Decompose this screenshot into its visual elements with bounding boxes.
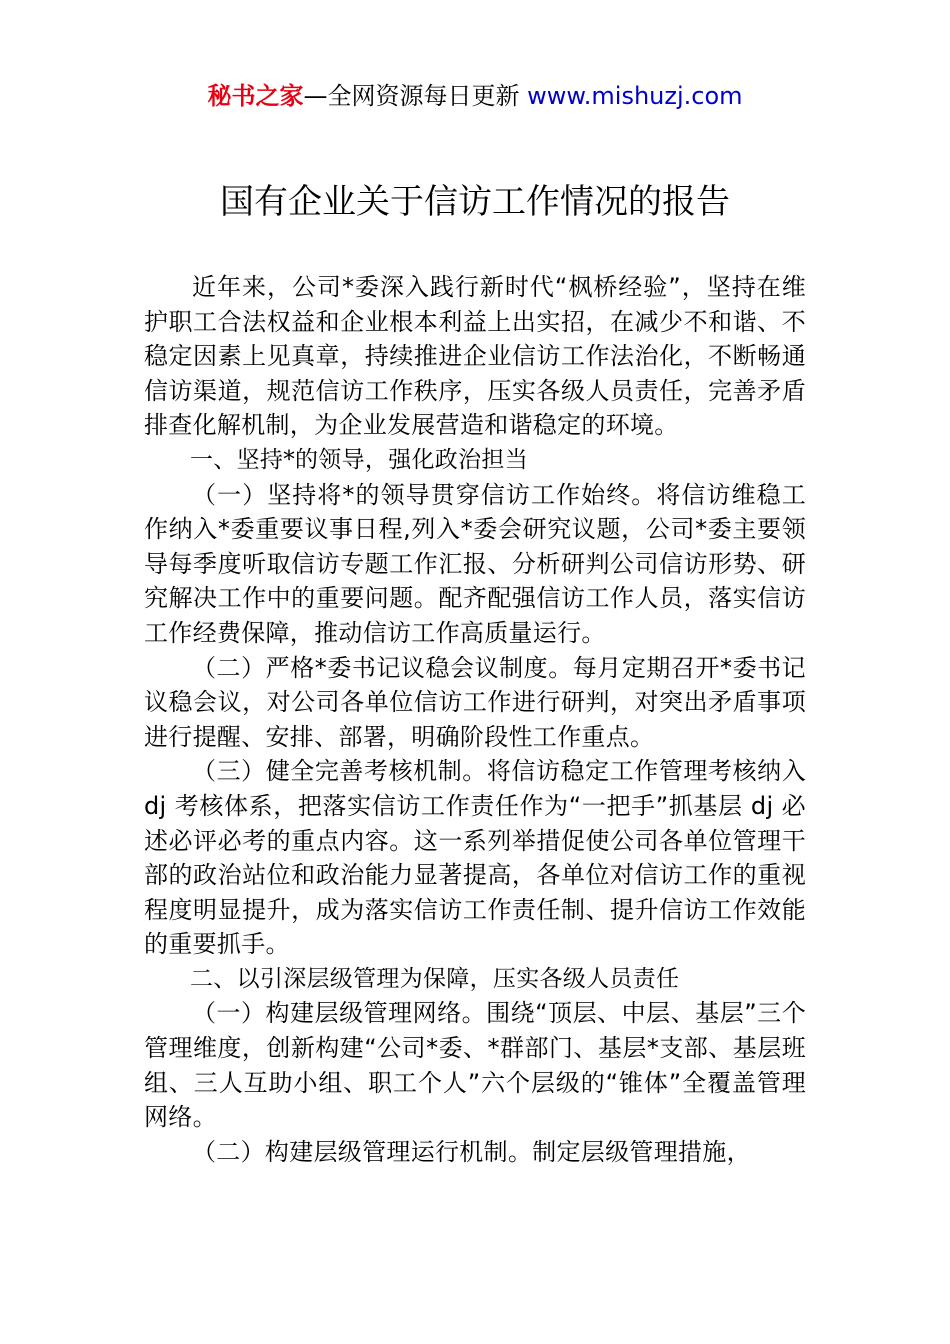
paragraph-intro: 近年来，公司*委深入践行新时代“枫桥经验”，坚持在维护职工合法权益和企业根本利益上出实招，在减少不和谐、不稳定因素上见真章，持续推进企业信访工作法治化，不断畅通信访渠道，规范信访工作秩序，压实各级人员责任，完善矛盾排查化解机制，为企业发展营造和谐稳定的环境。	[144, 273, 806, 440]
paragraph-1-2: （二）严格*委书记议稳会议制度。每月定期召开*委书记议稳会议，对公司各单位信访工作进行研判，对突出矛盾事项进行提醒、安排、部署，明确阶段性工作重点。	[144, 653, 806, 751]
paragraph-1-3: （三）健全完善考核机制。将信访稳定工作管理考核纳入 dj 考核体系，把落实信访工作责任作为“一把手”抓基层 dj 必述必评必考的重点内容。这一系列举措促使公司各单位管理干部的政治站位和政治能力显著提高，各单位对信访工作的重视程度明显提升，成为落实信访工作责任制、提升信访工作效能的重要抓手。	[144, 757, 806, 959]
paragraph-1-1: （一）坚持将*的领导贯穿信访工作始终。将信访维稳工作纳入*委重要议事日程,列入*委会研究议题，公司*委主要领导每季度听取信访专题工作汇报、分析研判公司信访形势、研究解决工作中的重要问题。配齐配强信访工作人员，落实信访工作经费保障，推动信访工作高质量运行。	[144, 480, 806, 647]
site-brand: 秘书之家	[207, 82, 304, 110]
site-header	[0, 80, 950, 112]
paragraph-2-2: （二）构建层级管理运行机制。制定层级管理措施，	[192, 1137, 751, 1166]
document-title: 国有企业关于信访工作情况的报告	[220, 182, 730, 222]
site-tagline: —全网资源每日更新	[303, 82, 528, 110]
document-body	[144, 270, 806, 1169]
paragraph-2-1: （一）构建层级管理网络。围绕“顶层、中层、基层”三个管理维度，创新构建“公司*委、*群部门、基层*支部、基层班组、三人互助小组、职工个人”六个层级的“锥体”全覆盖管理网络。	[144, 999, 806, 1132]
section-heading-2: 二、以引深层级管理为保障，压实各级人员责任	[190, 965, 680, 992]
section-heading-1: 一、坚持*的领导，强化政治担当	[190, 446, 528, 473]
site-url-link[interactable]: www.mishuzj.com	[527, 82, 743, 110]
